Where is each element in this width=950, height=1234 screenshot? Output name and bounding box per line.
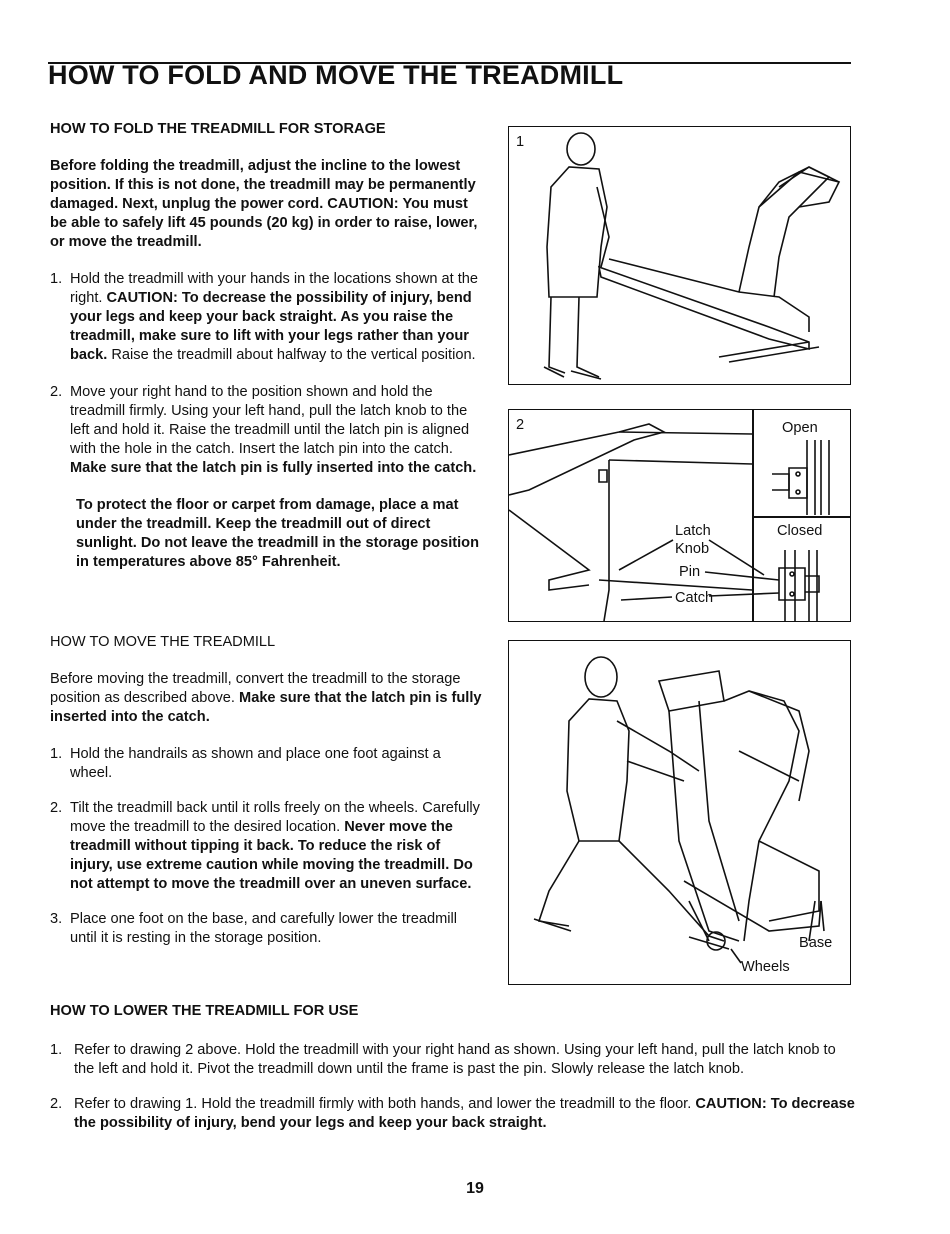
lower-step-1 <box>50 1041 855 1079</box>
figure-3-drawing <box>509 641 850 984</box>
fold-section <box>50 120 482 572</box>
lower-step-2-text: Refer to drawing 1. Hold the treadmill firmly with both hands, and lower the treadmill to the floor. <box>74 1096 692 1112</box>
fold-step-2 <box>50 383 482 478</box>
lower-step-2 <box>50 1095 855 1133</box>
fold-heading: HOW TO FOLD THE TREADMILL FOR STORAGE <box>50 121 386 137</box>
catch-label: Catch <box>675 590 714 606</box>
move-step-2 <box>50 799 482 894</box>
latch-closed-label: Closed <box>777 523 823 539</box>
fold-step-1 <box>50 270 482 365</box>
latch-open-label: Open <box>782 420 818 436</box>
figure-3-moving <box>508 640 851 985</box>
lower-step-2-caution: CAUTION: To decrease the possibility of injury, bend your legs and keep your back straight. <box>74 1096 855 1131</box>
base-label: Base <box>799 935 833 951</box>
fold-step-1-caution: CAUTION: To decrease the possibility of injury, bend your legs and keep your back straight. As you raise the treadmill, make sure to lift with your legs rather than your back. <box>70 290 472 363</box>
move-intro-emphasis: Make sure that the latch pin is fully inserted into the catch. <box>50 690 482 725</box>
lower-step-1-text: Refer to drawing 2 above. Hold the treadmill with your right hand as shown. Using your left hand, pull the latch knob to the left and hold it. Pivot the treadmill down until the frame is past the pin. Slowly release the latch knob. <box>74 1042 836 1077</box>
move-step-3-text: Place one foot on the base, and carefully lower the treadmill until it is resting in the storage position. <box>70 911 457 946</box>
fold-step-2-emphasis: Make sure that the latch pin is fully inserted into the catch. <box>70 460 477 476</box>
step-number: 1. <box>50 1042 63 1058</box>
move-heading: HOW TO MOVE THE TREADMILL <box>50 634 276 650</box>
move-step-3 <box>50 910 482 948</box>
move-step-2-caution: Never move the treadmill without tipping it back. To reduce the risk of injury, use extreme caution while moving the treadmill. Do not attempt to move the treadmill over an uneven surface. <box>70 819 473 892</box>
page-number: 19 <box>466 1180 484 1197</box>
step-number: 3. <box>50 911 63 927</box>
protect-note: To protect the floor or carpet from damage, place a mat under the treadmill. Keep the treadmill out of direct sunlight. Do not leave the treadmill in the storage position in temperatures above 85° Fahrenheit. <box>76 497 479 570</box>
move-intro <box>50 670 482 727</box>
step-number: 2. <box>50 800 63 816</box>
lower-heading: HOW TO LOWER THE TREADMILL FOR USE <box>50 1003 359 1019</box>
move-intro-text: Before moving the treadmill, convert the treadmill to the storage position as described above. <box>50 671 461 706</box>
move-section <box>50 633 482 948</box>
lower-section <box>50 1002 855 1133</box>
move-step-2-text: Tilt the treadmill back until it rolls freely on the wheels. Carefully move the treadmill to the desired location. <box>70 800 480 835</box>
step-number: 1. <box>50 271 63 287</box>
figure-2-number: 2 <box>516 417 525 433</box>
wheels-label: Wheels <box>741 959 790 975</box>
page-title: HOW TO FOLD AND MOVE THE TREADMILL <box>48 60 624 90</box>
fold-step-1-text: Hold the treadmill with your hands in the locations shown at the right. <box>70 271 479 306</box>
fold-step-2-text: Move your right hand to the position shown and hold the treadmill firmly. Using your left hand, pull the latch knob to the left and hold it. Raise the treadmill until the latch pin is aligned with the hole in the catch. Insert the latch pin into the catch. <box>70 384 470 457</box>
pin-label: Pin <box>679 564 701 580</box>
move-step-1-text: Hold the handrails as shown and place one foot against a wheel. <box>70 746 441 781</box>
figure-1-lifting <box>508 126 851 385</box>
figure-1-drawing <box>509 127 850 384</box>
latch-knob-label-2: Knob <box>675 541 710 557</box>
figure-1-number: 1 <box>516 134 525 150</box>
figure-2-divider-h <box>752 516 850 518</box>
figure-2-latch <box>508 409 851 622</box>
step-number: 2. <box>50 384 63 400</box>
move-step-1 <box>50 745 482 783</box>
fold-step-1-raise: Raise the treadmill about halfway to the vertical position. <box>111 347 476 363</box>
latch-knob-label-1: Latch <box>675 523 711 539</box>
step-number: 2. <box>50 1096 63 1112</box>
step-number: 1. <box>50 746 63 762</box>
fold-warning: Before folding the treadmill, adjust the incline to the lowest position. If this is not done, the treadmill may be permanently damaged. Next, unplug the power cord. CAUTION: You must be able to safely lift 45 pounds (20 kg) in order to raise, lower, or move the treadmill. <box>50 158 478 250</box>
